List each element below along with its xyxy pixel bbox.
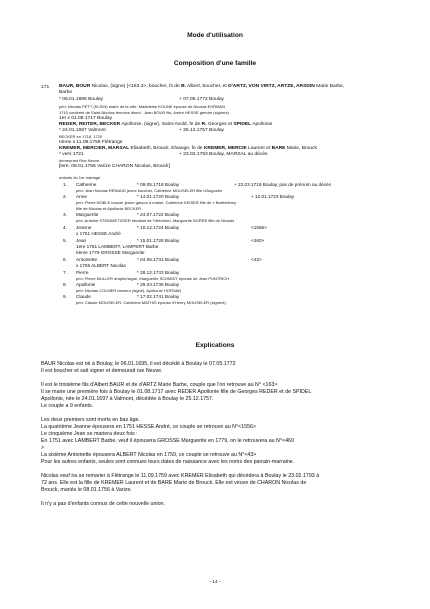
spouse-2-name: KREMER, MERCIER, MARSAL [59, 146, 130, 151]
spouse-2-death: + 23.02.1793 Boulay, MARSAL au décès [179, 152, 268, 157]
mother-details: Marie Barbe, [314, 84, 345, 89]
child-number: 2. [63, 194, 67, 199]
child-name: Claude [76, 294, 91, 299]
child-name: Apollonie [76, 282, 96, 287]
child-number: 3. [63, 212, 67, 217]
child-birth: * 14.01.1720 Boulay [137, 194, 180, 199]
spouse-2-remarriage: [lere. 08.01.1756 Varize CHARON Nicolas, Brouck] [59, 164, 170, 169]
explanation-line: > [41, 445, 45, 451]
child-number: 9. [63, 294, 67, 299]
spouse-1-mother-first: Apollonie [251, 122, 273, 127]
husband-details: Nicolas, (signe) {<163.3>, boucher, fs de [90, 84, 182, 89]
explanation-line: Il est le troisième fils d'Albert BAUR et de d'ARTZ Marie Barbe, couple que l'on retrouve au N° <163> [41, 382, 278, 388]
child-number: 8. [63, 282, 67, 287]
explanation-line: Le cinquième Jean se mariera deux fois : [41, 431, 138, 437]
child-birth: * 28.12.1733 Boulay [137, 270, 180, 275]
spouse-1-note: BECKER en 1718, 1720 [59, 134, 103, 139]
child-note: prin: Antoine STEINMETZGER étudiant de Tétérchen, Marguerite BORRE fille de Nicolas [76, 218, 235, 223]
child-birth: * 15.01.1728 Boulay [137, 238, 180, 243]
explanation-line: Apollonie, née le 24.01.1697 à Valmont, décédée à Boulay le 25.12.1757. [41, 396, 214, 402]
explanation-line: BAUR Nicolas est né à Boulay, le 06.01.1695, il est décédé à Boulay le 07.05.1772 [41, 361, 236, 367]
explanations-title: Explications [195, 342, 235, 349]
child-note: fille de Nicolas et Apollonie BECKER [76, 206, 142, 211]
spouse-1-father: R. [201, 122, 207, 127]
child-death: + 12.01.1723 Boulay [251, 194, 295, 199]
husband-death: + 07.05.1772 Boulay [179, 97, 225, 102]
child-name: Catherine [76, 182, 97, 187]
child-name: Marguerite [76, 212, 99, 217]
family-ref-number: 171 [41, 85, 50, 90]
spouse-1-father-first: Georges et [206, 122, 234, 127]
husband-birth: * 06.01.1695 Boulay [59, 97, 104, 102]
child-birth: * 09.05.1718 Boulay [137, 182, 180, 187]
husband-note-2: 1710 confirmé de Saint-Nicolas témoins direct : Jean BOUR fils, André HESSE gendre (signent) [59, 110, 229, 115]
child-number: 6. [63, 257, 67, 262]
explanation-line: Il se marie une première fois à Boulay le 01.08.1717 avec REDER Apollonie fille de Georges REDER et de SPIDEL [41, 389, 312, 395]
child-number: 4. [63, 225, 67, 230]
page-title: Mode d'utilisation [187, 32, 243, 39]
child-note: prin: Nicolas COLMER tanneur (signe), Apollonie HOFMAN [76, 288, 182, 293]
child-note: prin: Pierre NOBLE bouver jeune garçon à marier, Catherine KEISER fille de « Barthélemy [76, 200, 237, 205]
child-name: Pierre [76, 270, 89, 275]
husband-line-cont: Barbe [59, 90, 73, 95]
spouse-2-details: Elisabeth, Brouck, Elvange, fe de [129, 146, 204, 151]
explanation-line: La quatrième Jeanne épousera en 1751 HESSE André, ce couple se retrouve au N°<1556> [41, 424, 257, 430]
child-ref: <1556> [251, 225, 267, 230]
child-birth: * 24.07.1722 Boulay [137, 212, 180, 217]
child-note: prin: Jean Nicolas RENAUD jeune boucher, Catherine MOUSELER fille d'Augustin [76, 188, 222, 193]
explanation-line: En 1751 avec LAMBERT Barbe, veuf il épousera GROSSE Marguerite en 1779, on le retrouvera au N°<460 [41, 438, 294, 444]
page-number: - 14 - [209, 580, 221, 585]
mother-name: D'ARTZ, VON VIRTZ, ARTZE, ARSDIN [228, 84, 315, 89]
children-header: enfants du 1er mariage [59, 175, 101, 180]
father-details: Albert, boucher, et [185, 84, 229, 89]
spouse-2-father: KREMER, MERCIE [203, 146, 247, 151]
child-number: 1. [63, 182, 67, 187]
spouse-1-details: Apollonie, (signe), Saint-Avold, fe de [120, 122, 202, 127]
child-number: 7. [63, 270, 67, 275]
spouse-1-death: + 25.12.1757 Boulay [179, 128, 225, 133]
explanation-line: Il n'y a pas d'enfants connus de cette nouvelle union. [41, 501, 165, 507]
child-ref: <43> [251, 257, 262, 262]
section-title: Composition d'une famille [173, 60, 257, 67]
child-birth: * 17.02.1741 Boulay [137, 294, 180, 299]
explanation-line: 72 ans. Elle est la fille de KREMER Laurent et de BARE Marie de Brouck. Elle est veuve de CHARON Nicolas de [41, 480, 307, 486]
child-birth: * 10.12.1724 Boulay [137, 225, 180, 230]
child-death: + 22.03.1719 Boulay, pas de prénom au décès [234, 182, 331, 187]
child-ref: <460> [251, 238, 265, 243]
husband-line [59, 85, 344, 90]
explanation-line: Pour les autres enfants, seules sont connues leurs dates de naissance avec les noms des parrain-marraine. [41, 459, 295, 465]
child-note: prin: Claude MOUSELER, Catherine MATHIS épouse d'Henry MOUSELER (signent) [76, 300, 226, 305]
spouse-2-father-first: Laurent et [246, 146, 272, 151]
spouse-1-birth: * 24.01.1697 Valmont [59, 128, 106, 133]
explanation-line: Le couple a 9 enfants. [41, 403, 94, 409]
explanation-line: Les deux premiers sont morts en bas âge. [41, 417, 140, 423]
spouse-2-birth: * vers 1721 [59, 152, 84, 157]
child-birth: * 29.03.1736 Boulay [137, 282, 180, 287]
explanation-line: Brouck, mariés le 08.01.1756 à Varize. [41, 487, 132, 493]
child-birth: * 04.05.1731 Boulay [137, 257, 180, 262]
spouse-1-name: REDER, REITER, BECKER [59, 122, 121, 127]
husband-name: BAUR, BOUR [59, 84, 91, 89]
child-note: 1ere 1751 LAMBERT, LAMPERT Barbe [76, 244, 159, 249]
explanation-line: La sixième Antoinette épousera ALBERT Nicolas en 1759, ce couple se retrouve au N°<43> [41, 452, 257, 458]
marriage-2: IIème x 11.09.1759 Flétrange [59, 140, 123, 145]
explanation-line: Nicolas veuf ira se remarier à Flétrange le 11.09.1759 avec KREMER Elisabeth qui décédera à Boulay le 23.02.1793 à [41, 473, 320, 479]
husband-note-1: prin: Nicolas PETT (KLEIN) maire de la ville, Madeleine KOUNE épouse de Nicolas EHRMAN [59, 104, 225, 109]
explanation-line: Il est boucher et sait signer et demeurait rue Neuve. [41, 368, 163, 374]
child-name: Anne [76, 194, 87, 199]
child-name: Jean [76, 238, 87, 243]
spouse-2-note: demeurant Rue Neuve [59, 158, 100, 163]
spouse-1-mother: SPIDEL [233, 122, 252, 127]
child-note: IIème 1779 GROSSE Marguerite [76, 250, 145, 255]
child-name: Jeanne [76, 225, 92, 230]
spouse-2-mother: BARE [271, 146, 286, 151]
father-name: B. [181, 84, 186, 89]
child-note: prin: Pierre MULLER drapier/signe, Marguerite SCHMIDT épouse de Jean PUNTRICH [76, 276, 230, 281]
child-note: x 1751 HESSE André [76, 231, 121, 236]
spouse-2-mother-first: Marie, Brouck [285, 146, 317, 151]
child-number: 5. [63, 238, 67, 243]
child-name: Antoinette [76, 257, 98, 262]
child-note: x 1759 ALBERT Nicolas [76, 263, 126, 268]
marriage-1: 1er x 01.08.1717 Boulay [59, 116, 113, 121]
